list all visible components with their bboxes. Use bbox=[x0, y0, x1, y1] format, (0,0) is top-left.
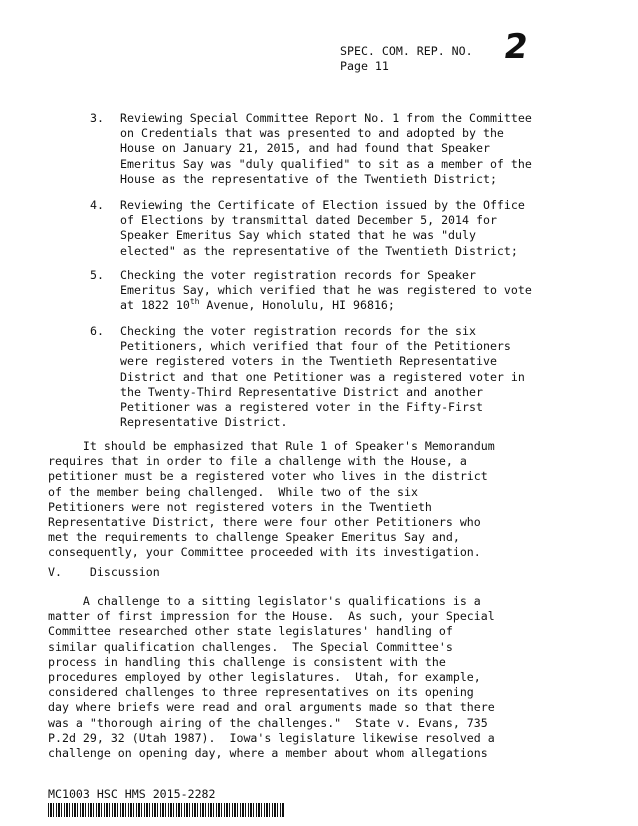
list-item-3 bbox=[90, 111, 566, 187]
page-header bbox=[340, 44, 473, 74]
list-item-4 bbox=[90, 198, 566, 259]
ordinal-suffix: th bbox=[189, 297, 200, 307]
paragraph-line: requires that in order to file a challenge with the House, a bbox=[48, 454, 467, 469]
paragraph-discussion bbox=[48, 594, 568, 761]
item-line: District and that one Petitioner was a registered voter in bbox=[120, 369, 525, 384]
paragraph-line: P.2d 29, 32 (Utah 1987). Iowa's legislature likewise resolved a bbox=[48, 730, 495, 745]
paragraph-line: of the member being challenged. While two of the six bbox=[48, 484, 418, 499]
item-line: Petitioners, which verified that four of the Petitioners bbox=[120, 339, 511, 354]
paragraph-line: A challenge to a sitting legislator's qualifications is a bbox=[48, 594, 481, 608]
paragraph-line: matter of first impression for the House. As such, your Special bbox=[48, 609, 495, 624]
item-line: House as the representative of the Twentieth District; bbox=[120, 171, 497, 186]
item-line: the Twenty-Third Representative District and another bbox=[120, 384, 483, 399]
section-title: Discussion bbox=[89, 565, 160, 579]
item-line: Checking the voter registration records for Speaker bbox=[120, 268, 476, 282]
barcode bbox=[48, 803, 284, 817]
paragraph-line: consequently, your Committee proceeded with its investigation. bbox=[48, 545, 481, 560]
item-line: Emeritus Say was "duly qualified" to sit as a member of the bbox=[120, 156, 532, 171]
paragraph-line: day where briefs were read and oral arguments made so that there bbox=[48, 700, 495, 715]
item-line: Emeritus Say, which verified that he was registered to vote bbox=[120, 283, 532, 298]
paragraph-line: challenge on opening day, where a member about whom allegations bbox=[48, 746, 488, 761]
list-item-6 bbox=[90, 324, 566, 430]
paragraph-line: considered challenges to three representatives on its opening bbox=[48, 685, 474, 700]
address-suffix: Avenue, Honolulu, HI 96816; bbox=[199, 298, 395, 313]
address-prefix: at 1822 10 bbox=[120, 298, 190, 313]
paragraph-line: It should be emphasized that Rule 1 of Speaker's Memorandum bbox=[48, 439, 495, 453]
paragraph-line: petitioner must be a registered voter who lives in the district bbox=[48, 469, 488, 484]
item-number: 3. bbox=[90, 111, 104, 125]
item-line: Petitioner was a registered voter in the Fifty-First bbox=[120, 400, 483, 415]
item-line: on Credentials that was presented to and adopted by the bbox=[120, 126, 504, 141]
handwritten-report-number: 2 bbox=[501, 27, 531, 67]
paragraph-line: met the requirements to challenge Speaker Emeritus Say and, bbox=[48, 530, 460, 545]
item-line: elected" as the representative of the Twentieth District; bbox=[120, 243, 518, 258]
report-label: SPEC. COM. REP. NO. bbox=[340, 44, 473, 58]
paragraph-line: procedures employed by other legislatures. Utah, for example, bbox=[48, 670, 481, 685]
item-line: were registered voters in the Twentieth Representative bbox=[120, 354, 497, 369]
document-id: MC1003 HSC HMS 2015-2282 bbox=[48, 787, 216, 801]
paragraph-line: similar qualification challenges. The Special Committee's bbox=[48, 639, 453, 654]
paragraph-rule-one bbox=[48, 439, 568, 561]
item-line: Reviewing Special Committee Report No. 1 from the Committee bbox=[120, 111, 532, 125]
paragraph-line: process in handling this challenge is consistent with the bbox=[48, 654, 446, 669]
item-line: Checking the voter registration records for the six bbox=[120, 324, 476, 338]
item-line bbox=[120, 298, 566, 313]
paragraph-line: Petitioners were not registered voters in the Twentieth bbox=[48, 499, 432, 514]
item-line: Speaker Emeritus Say which stated that he was "duly bbox=[120, 228, 476, 243]
paragraph-line: was a "thorough airing of the challenges." State v. Evans, 735 bbox=[48, 715, 488, 730]
paragraph-line: Committee researched other state legislatures' handling of bbox=[48, 624, 453, 639]
page-number: Page 11 bbox=[340, 59, 389, 74]
item-line: Reviewing the Certificate of Election issued by the Office bbox=[120, 198, 525, 212]
section-number: V. bbox=[48, 565, 62, 579]
list-item-5 bbox=[90, 268, 566, 314]
item-number: 5. bbox=[90, 268, 104, 282]
item-number: 4. bbox=[90, 198, 104, 212]
item-number: 6. bbox=[90, 324, 104, 338]
item-line: Representative District. bbox=[120, 415, 288, 430]
item-line: House on January 21, 2015, and had found that Speaker bbox=[120, 141, 490, 156]
section-heading bbox=[48, 565, 160, 580]
paragraph-line: Representative District, there were four other Petitioners who bbox=[48, 515, 481, 530]
item-line: of Elections by transmittal dated December 5, 2014 for bbox=[120, 213, 497, 228]
